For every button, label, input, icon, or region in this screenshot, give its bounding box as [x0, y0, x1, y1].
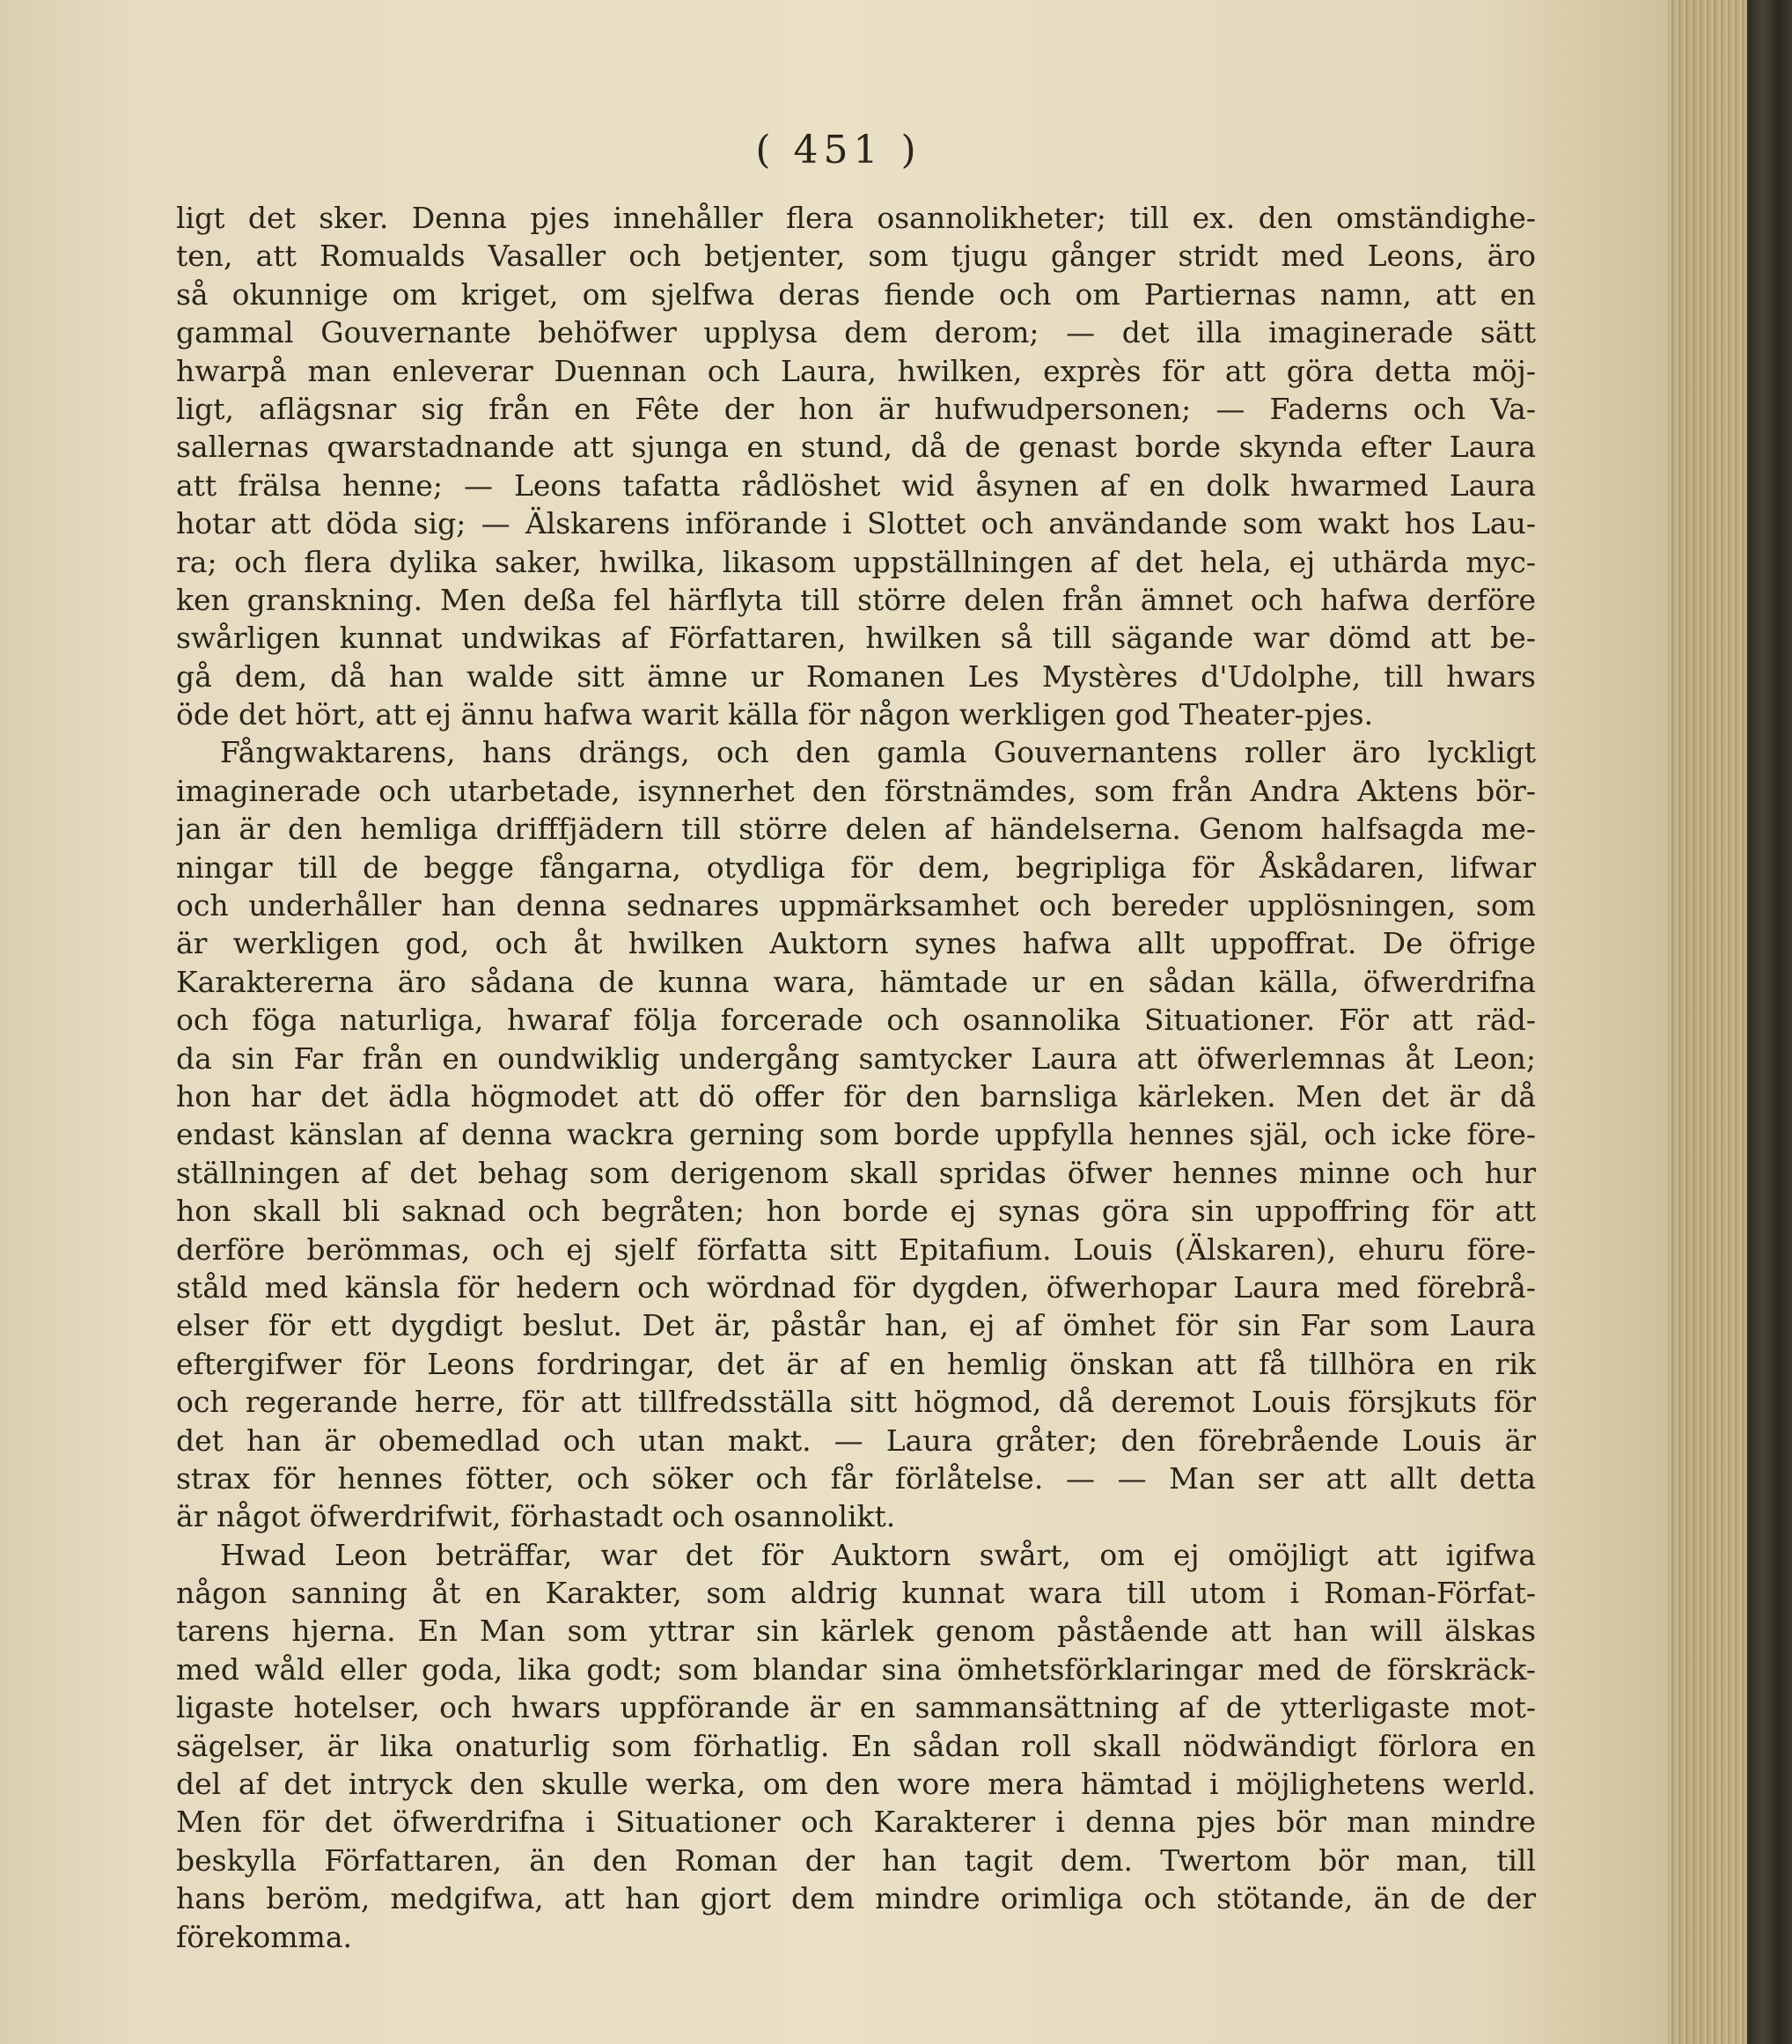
- text-line: ligaste hotelser, och hwars uppförande är en sammansättning af de ytterligaste mot-: [176, 1690, 1536, 1725]
- text-line: gå dem, då han walde sitt ämne ur Romanen Les Mystères d'Udolphe, till hwars: [176, 658, 1536, 694]
- text-line: sallernas qwarstadnande att sjunga en stund, då de genast borde skynda efter Laura: [176, 430, 1536, 465]
- text-line: imaginerade och utarbetade, isynnerhet den förstnämdes, som från Andra Aktens bör-: [176, 773, 1536, 808]
- text-line: förekomma.: [176, 1919, 352, 1954]
- text-line: swårligen kunnat undwikas af Författaren, hwilken så till sägande war dömd att be-: [176, 621, 1536, 656]
- text-line: Fångwaktarens, hans drängs, och den gamla Gouvernantens roller äro lyckligt: [220, 735, 1536, 770]
- page-number: ( 451 ): [755, 128, 922, 173]
- text-line: del af det intryck den skulle werka, om den wore mera hämtad i möjlighetens werld.: [176, 1767, 1536, 1802]
- text-line: endast känslan af denna wackra gerning som borde uppfylla hennes själ, och icke före-: [176, 1117, 1536, 1152]
- text-line: och underhåller han denna sednares uppmärksamhet och bereder upplösningen, som: [176, 888, 1536, 923]
- text-line: Men för det öfwerdrifna i Situationer och Karakterer i denna pjes bör man mindre: [176, 1805, 1536, 1840]
- text-line: ningar till de begge fångarna, otydliga för dem, begripliga för Åskådaren, lifwar: [176, 849, 1536, 885]
- text-line: öde det hört, att ej ännu hafwa warit källa för någon werkligen god Theater-pjes.: [176, 697, 1374, 732]
- text-line: elser för ett dygdigt beslut. Det är, påstår han, ej af ömhet för sin Far som Laura: [176, 1308, 1536, 1343]
- text-line: hwarpå man enleverar Duennan och Laura, hwilken, exprès för att göra detta möj-: [176, 353, 1536, 388]
- text-line: ligt, aflägsnar sig från en Fête der hon är hufwudpersonen; — Faderns och Va-: [176, 391, 1536, 426]
- text-line: så okunnige om kriget, om sjelfwa deras fiende och om Partiernas namn, att en: [176, 276, 1536, 312]
- text-line: sägelser, är lika onaturlig som förhatlig. En sådan roll skall nödwändigt förlora en: [176, 1728, 1536, 1763]
- text-line: hans beröm, medgifwa, att han gjort dem mindre orimliga och stötande, än de der: [176, 1881, 1536, 1916]
- text-line: eftergifwer för Leons fordringar, det är af en hemlig önskan att få tillhöra en rik: [176, 1346, 1536, 1381]
- text-line: derföre berömmas, och ej sjelf författa sitt Epitafium. Louis (Älskaren), ehuru före-: [176, 1232, 1536, 1267]
- text-line: ra; och flera dylika saker, hwilka, likasom uppställningen af det hela, ej uthärda myc-: [176, 544, 1536, 579]
- page-body-text: [176, 199, 1536, 1956]
- text-line: gammal Gouvernante behöfwer upplysa dem derom; — det illa imaginerade sätt: [176, 315, 1536, 350]
- text-line: ligt det sker. Denna pjes innehåller flera osannolikheter; till ex. den omständighe-: [176, 201, 1536, 235]
- text-line: Karaktererna äro sådana de kunna wara, hämtade ur en sådan källa, öfwerdrifna: [176, 964, 1536, 999]
- text-line: beskylla Författaren, än den Roman der han tagit dem. Twertom bör man, till: [176, 1842, 1536, 1878]
- text-line: tarens hjerna. En Man som yttrar sin kärlek genom påstående att han will älskas: [176, 1614, 1536, 1649]
- page-edges: [1668, 0, 1752, 2044]
- text-line: strax för hennes fötter, och söker och får förlåtelse. — — Man ser att allt detta: [176, 1460, 1536, 1496]
- text-line: ten, att Romualds Vasaller och betjenter, som tjugu gånger stridt med Leons, äro: [176, 239, 1536, 274]
- text-line: jan är den hemliga drifffjädern till större delen af händelserna. Genom halfsagda me-: [176, 812, 1536, 847]
- text-line: att frälsa henne; — Leons tafatta rådlöshet wid åsynen af en dolk hwarmed Laura: [176, 467, 1536, 503]
- text-line: är något öfwerdrifwit, förhastadt och osannolikt.: [176, 1499, 896, 1534]
- text-line: och föga naturliga, hwaraf följa forcerade och osannolika Situationer. För att räd-: [176, 1003, 1536, 1038]
- text-line: någon sanning åt en Karakter, som aldrig kunnat wara till utom i Roman-Förfat-: [176, 1576, 1536, 1611]
- text-line: hon skall bli saknad och begråten; hon borde ej synas göra sin uppoffring för att: [176, 1194, 1536, 1229]
- book-cover-edge: [1747, 0, 1792, 2044]
- text-line: med wåld eller goda, lika godt; som blandar sina ömhetsförklaringar med de förskräck-: [176, 1651, 1536, 1687]
- text-line: ställningen af det behag som derigenom skall spridas öfwer hennes minne och hur: [176, 1155, 1536, 1190]
- text-line: da sin Far från en oundwiklig undergång samtycker Laura att öfwerlemnas åt Leon;: [176, 1040, 1536, 1076]
- text-line: hon har det ädla högmodet att dö offer för den barnsliga kärleken. Men det är då: [176, 1078, 1536, 1114]
- text-line: det han är obemedlad och utan makt. — Laura gråter; den förebrående Louis är: [176, 1423, 1536, 1458]
- text-line: är werkligen god, och åt hwilken Auktorn synes hafwa allt uppoffrat. De öfrige: [176, 926, 1536, 961]
- text-line: ken granskning. Men deßa fel härflyta till större delen från ämnet och hafwa derföre: [176, 582, 1536, 617]
- text-line: hotar att döda sig; — Älskarens införande i Slottet och användande som wakt hos Lau-: [176, 506, 1536, 541]
- text-line: Hwad Leon beträffar, war det för Auktorn swårt, om ej omöjligt att igifwa: [220, 1537, 1536, 1572]
- text-line: ståld med känsla för hedern och wördnad för dygden, öfwerhopar Laura med förebrå-: [176, 1269, 1536, 1305]
- text-line: och regerande herre, för att tillfredsställa sitt högmod, då deremot Louis försjkuts för: [176, 1385, 1536, 1420]
